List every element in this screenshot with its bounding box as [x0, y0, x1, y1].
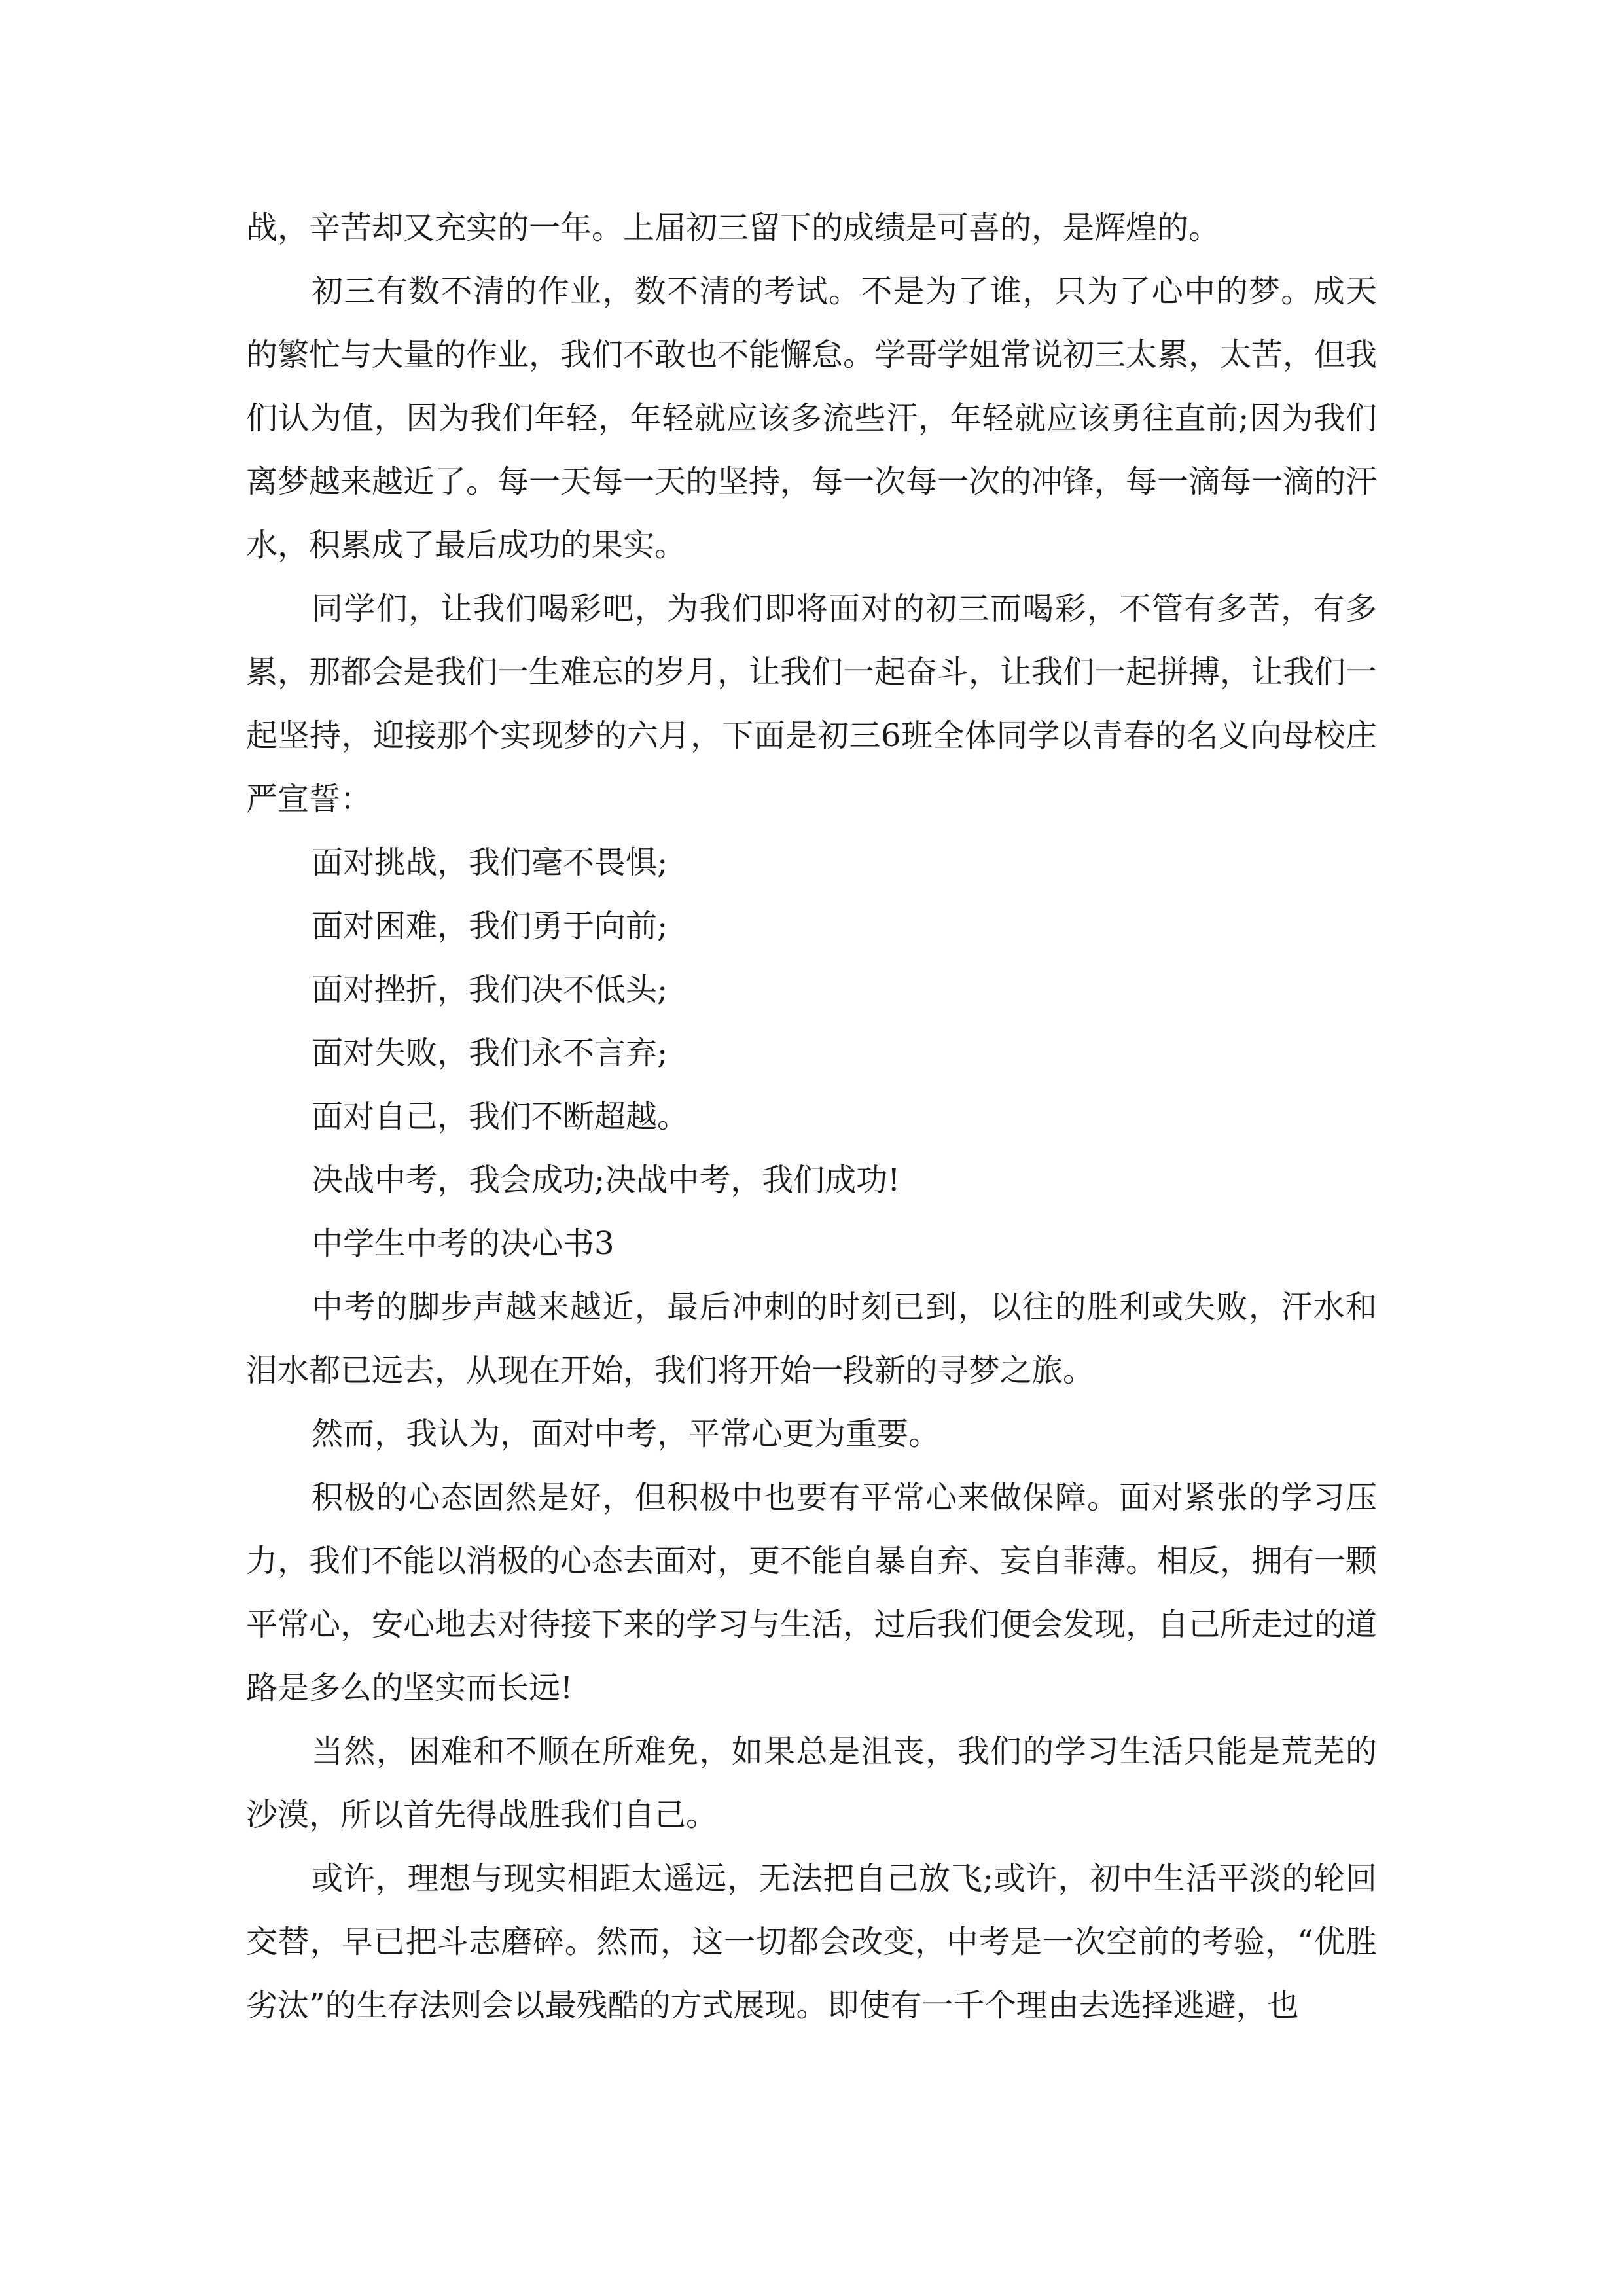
section-heading: 中学生中考的决心书3	[312, 1225, 615, 1262]
paragraph: 战，辛苦却又充实的一年。上届初三留下的成绩是可喜的，是辉煌的。	[246, 209, 1221, 246]
oath-line: 面对困难，我们勇于向前;	[312, 908, 668, 944]
paragraph: 积极的心态固然是好，但积极中也要有平常心来做保障。面对紧张的学习压力，我们不能以消极的心态去面对，更不能自暴自弃、妄自菲薄。相反，拥有一颗平常心，安心地去对待接下来的学习与生活，过后我们便会发现，自己所走过的道路是多么的坚实而长远!	[246, 1479, 1378, 1706]
oath-line: 面对挫折，我们决不低头;	[312, 971, 668, 1008]
paragraph: 中考的脚步声越来越近，最后冲刺的时刻已到，以往的胜利或失败，汗水和泪水都已远去，从现在开始，我们将开始一段新的寻梦之旅。	[246, 1289, 1377, 1389]
document-body	[246, 196, 1377, 2037]
paragraph: 当然，困难和不顺在所难免，如果总是沮丧，我们的学习生活只能是荒芜的沙漠，所以首先得战胜我们自己。	[246, 1733, 1377, 1833]
paragraph: 或许，理想与现实相距太遥远，无法把自己放飞;或许，初中生活平淡的轮回交替，早已把斗志磨碎。然而，这一切都会改变，中考是一次空前的考验，“优胜劣汰”的生存法则会以最残酷的方式展现。即使有一千个理由去选择逃避，也	[246, 1860, 1377, 2024]
oath-line: 面对失败，我们永不言弃;	[312, 1035, 668, 1071]
oath-line: 面对自己，我们不断超越。	[312, 1098, 689, 1135]
paragraph: 初三有数不清的作业，数不清的考试。不是为了谁，只为了心中的梦。成天的繁忙与大量的作业，我们不敢也不能懈怠。学哥学姐常说初三太累，太苦，但我们认为值，因为我们年轻，年轻就应该多流些汗，年轻就应该勇往直前;因为我们离梦越来越近了。每一天每一天的坚持，每一次每一次的冲锋，每一滴每一滴的汗水，积累成了最后成功的果实。	[246, 273, 1378, 564]
oath-line: 面对挑战，我们毫不畏惧;	[312, 844, 668, 881]
paragraph: 然而，我认为，面对中考，平常心更为重要。	[312, 1416, 940, 1452]
paragraph: 同学们，让我们喝彩吧，为我们即将面对的初三而喝彩，不管有多苦，有多累，那都会是我们一生难忘的岁月，让我们一起奋斗，让我们一起拼搏，让我们一起坚持，迎接那个实现梦的六月，下面是初三6班全体同学以青春的名义向母校庄严宣誓：	[246, 590, 1378, 817]
oath-closing: 决战中考，我会成功;决战中考，我们成功!	[312, 1162, 901, 1198]
